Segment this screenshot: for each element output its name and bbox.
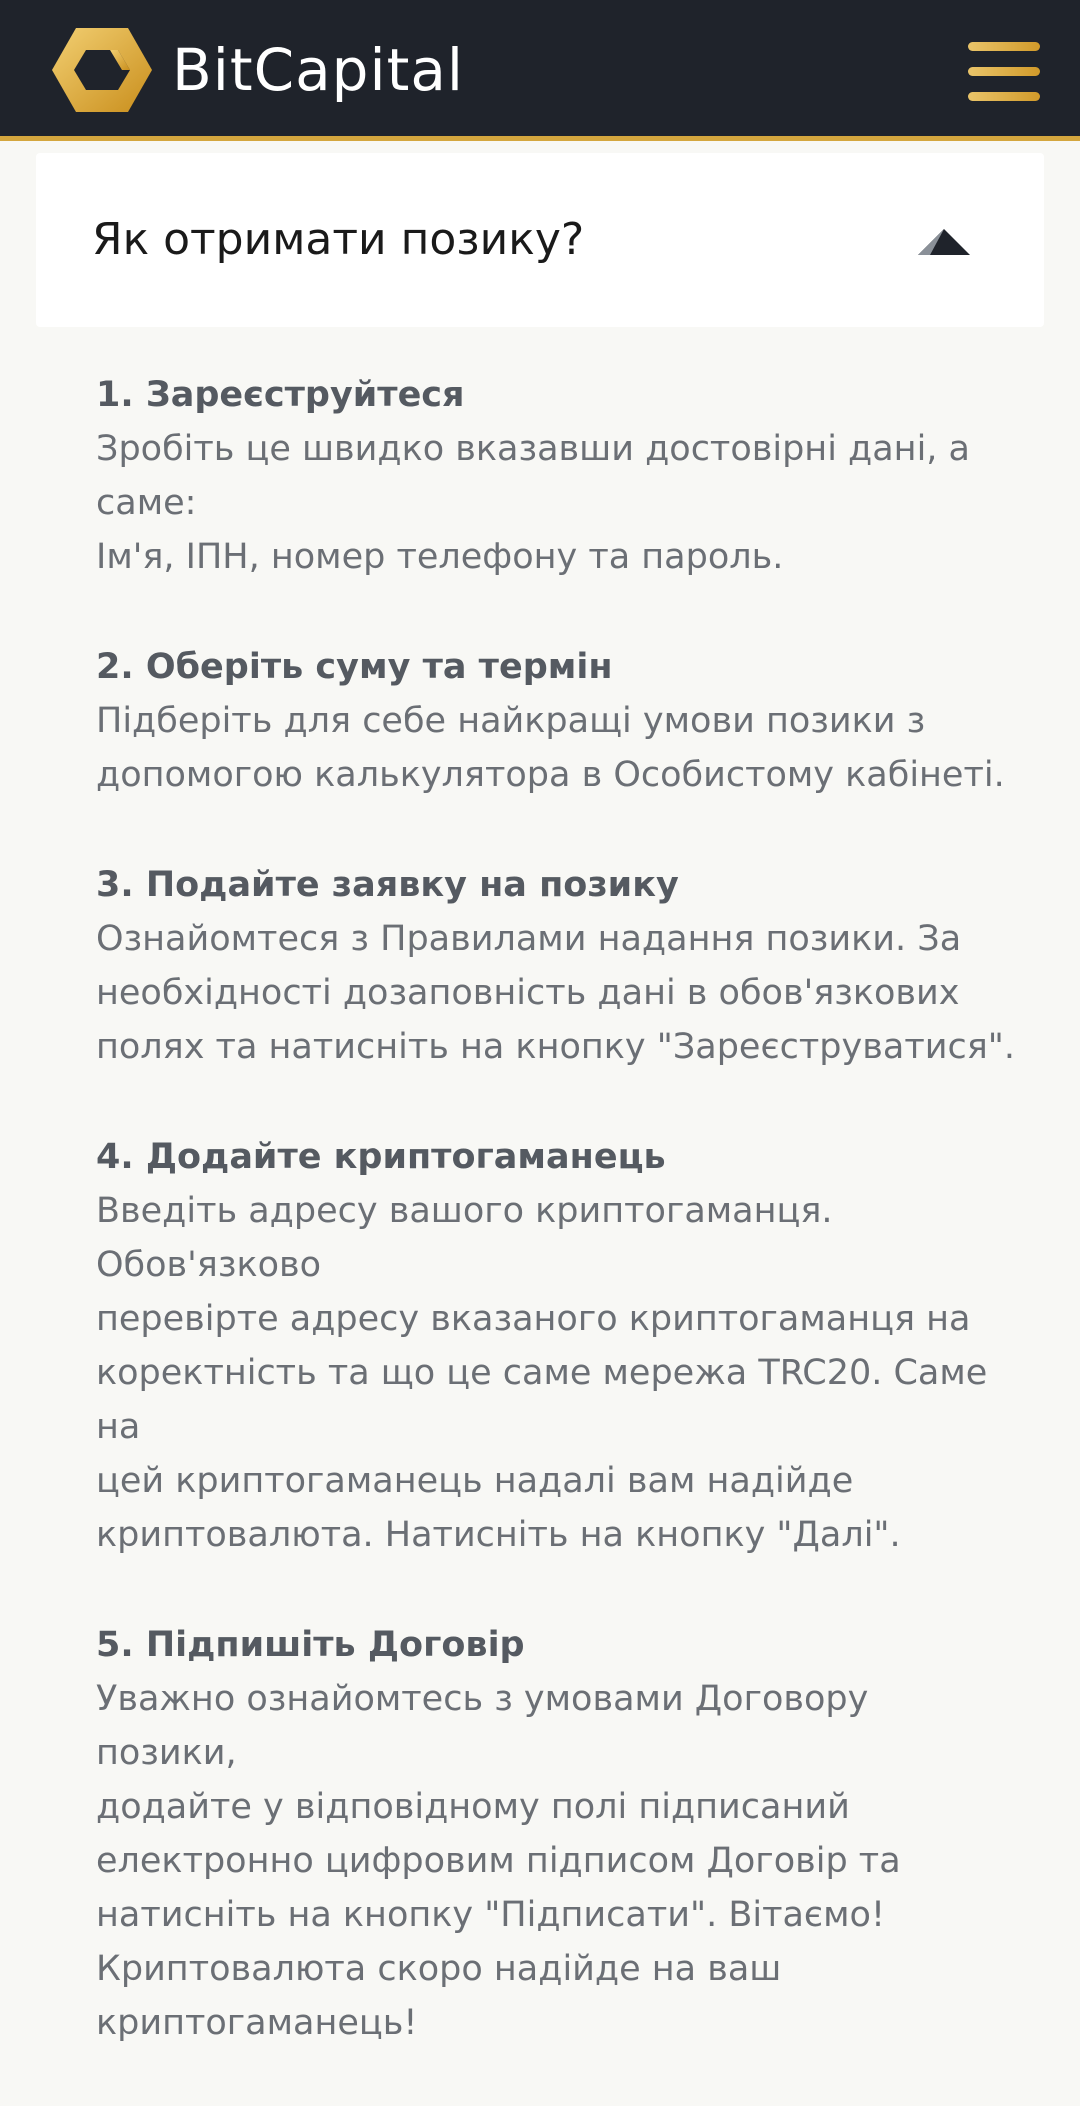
step-text-line: криптовалюта. Натисніть на кнопку "Далі".	[96, 1515, 901, 1555]
step-text-line: коректність та що це саме мережа TRC20. Саме на	[96, 1353, 988, 1447]
faq-accordion-header[interactable]	[36, 153, 1044, 327]
step-text-line: додайте у відповідному полі підписаний	[96, 1787, 850, 1827]
step-text-line: Введіть адресу вашого криптогаманця. Обов'язково	[96, 1191, 833, 1285]
step-text-line: перевірте адресу вказаного криптогаманця на	[96, 1299, 971, 1339]
step-text-line: полях та натисніть на кнопку "Зареєструватися".	[96, 1027, 1015, 1067]
step-text-line: необхідності дозаповність дані в обов'язкових	[96, 973, 960, 1013]
menu-line	[968, 92, 1040, 101]
step-title: 1. Зареєструйтеся	[96, 375, 465, 415]
step-text-line: Підберіть для себе найкращі умови позики з	[96, 701, 926, 741]
step-text-line: натисніть на кнопку "Підписати". Вітаємо!	[96, 1895, 885, 1935]
step-text-line: Уважно ознайомтесь з умовами Договору позики,	[96, 1679, 869, 1773]
brand-name[interactable]: BitCapital	[172, 36, 465, 104]
step-title: 5. Підпишіть Договір	[96, 1625, 525, 1665]
step-text-line: Зробіть це швидко вказавши достовірні дані, а саме:	[96, 429, 970, 523]
bitcapital-logo-icon[interactable]	[50, 24, 154, 116]
faq-step	[96, 858, 1016, 1074]
step-title: 2. Оберіть суму та термін	[96, 647, 613, 687]
app-header	[0, 0, 1080, 141]
faq-step	[96, 1130, 1016, 1562]
faq-step	[96, 640, 1016, 802]
step-text-line: криптогаманець!	[96, 2003, 418, 2043]
step-text-line: Ознайомтеся з Правилами надання позики. За	[96, 919, 962, 959]
faq-answer-steps	[96, 368, 1016, 2106]
step-text-line: цей криптогаманець надалі вам надійде	[96, 1461, 854, 1501]
faq-step	[96, 368, 1016, 584]
hamburger-menu-icon[interactable]	[968, 40, 1040, 102]
chevron-up-icon[interactable]	[916, 227, 972, 259]
faq-question: Як отримати позику?	[92, 214, 585, 265]
menu-line	[968, 42, 1040, 51]
faq-step	[96, 1618, 1016, 2050]
step-title: 3. Подайте заявку на позику	[96, 865, 679, 905]
step-text-line: Криптовалюта скоро надійде на ваш	[96, 1949, 782, 1989]
step-text-line: допомогою калькулятора в Особистому кабінеті.	[96, 755, 1005, 795]
step-text-line: електронно цифровим підписом Договір та	[96, 1841, 901, 1881]
step-text-line: Ім'я, ІПН, номер телефону та пароль.	[96, 537, 784, 577]
step-title: 4. Додайте криптогаманець	[96, 1137, 666, 1177]
menu-line	[968, 67, 1040, 76]
